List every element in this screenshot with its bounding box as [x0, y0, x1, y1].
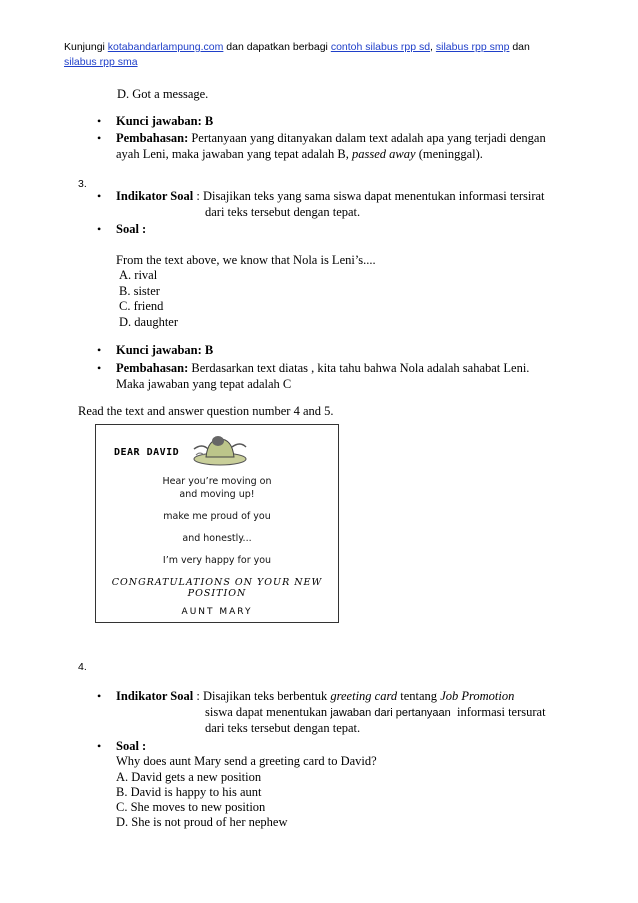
bullet: • [97, 189, 102, 203]
q4-indicator-text1a: : Disajikan teks berbentuk [196, 689, 328, 703]
reading-instruction: Read the text and answer question number 4 and 5. [78, 404, 334, 418]
q2-expl-text1: Pertanyaan yang ditanyakan dalam text adalah apa yang terjadi dengan [191, 131, 546, 145]
q4-indicator-line1 [116, 689, 514, 704]
q4-indicator-line3: dari teks tersebut dengan tepat. [205, 721, 361, 735]
q4-indicator-text2a: siswa dapat menentukan [205, 705, 328, 719]
q3-key: Kunci jawaban: B [116, 343, 214, 357]
q4-number: 4. [78, 661, 87, 673]
q2-expl-text2a: ayah Leni, maka jawaban yang tepat adalah B, [116, 147, 349, 161]
card-signature: AUNT MARY [181, 607, 253, 617]
card-line-3: make me proud of you [163, 511, 271, 522]
q3-option-c: C. friend [119, 299, 164, 313]
header-comma: , [430, 41, 433, 53]
page-header-line1 [64, 40, 530, 54]
hat-clipart-icon [188, 429, 252, 469]
q4-indicator-italic1: greeting card [330, 689, 398, 703]
bullet: • [97, 689, 102, 703]
link-silabus-sd[interactable]: contoh silabus rpp sd [330, 41, 431, 53]
q2-expl-label: Pembahasan: [116, 131, 189, 145]
q3-expl-label: Pembahasan: [116, 361, 189, 375]
card-line-5: I’m very happy for you [162, 555, 272, 566]
card-line-2: and moving up! [179, 489, 255, 500]
card-line-4: and honestly... [182, 533, 252, 544]
q3-explanation-line2: Maka jawaban yang tepat adalah C [116, 377, 292, 391]
q3-number: 3. [78, 178, 87, 190]
bullet: • [97, 739, 102, 753]
card-title: DEAR DAVID [114, 447, 180, 458]
header-prefix: Kunjungi [64, 41, 105, 53]
page-header-line2 [64, 55, 138, 69]
q2-explanation-line1 [116, 131, 546, 146]
bullet: • [97, 361, 102, 375]
q2-option-d: D. Got a message. [117, 87, 209, 101]
bullet: • [97, 222, 102, 236]
q2-key: Kunci jawaban: B [116, 114, 214, 128]
q4-indicator-text2b: informasi tersurat [457, 705, 546, 719]
header-and: dan [512, 41, 530, 53]
q4-option-b: B. David is happy to his aunt [116, 785, 262, 799]
q3-question: From the text above, we know that Nola is Leni’s.... [116, 253, 376, 267]
q4-indicator-line2 [205, 705, 546, 721]
card-congratulations: CONGRATULATIONS ON YOUR NEW POSITION [111, 577, 323, 599]
bullet: • [97, 131, 102, 145]
bullet: • [97, 114, 102, 128]
greeting-card [95, 424, 339, 623]
q4-indicator-text1b: tentang [400, 689, 438, 703]
card-line-1: Hear you’re moving on [162, 476, 272, 487]
header-mid: dan dapatkan berbagi [226, 41, 328, 53]
link-silabus-sma[interactable]: silabus rpp sma [64, 56, 138, 68]
q4-indicator-label: Indikator Soal [116, 689, 194, 703]
q4-indicator-text2-small: jawaban dari pertanyaan [330, 707, 451, 719]
q3-option-b: B. sister [119, 284, 160, 298]
q4-option-a: A. David gets a new position [116, 770, 262, 784]
q3-explanation-line1 [116, 361, 529, 376]
q4-question: Why does aunt Mary send a greeting card to David? [116, 754, 377, 768]
q3-indicator-line2: dari teks tersebut dengan tepat. [205, 205, 361, 219]
q3-expl-text1: Berdasarkan text diatas , kita tahu bahwa Nola adalah sahabat Leni. [191, 361, 530, 375]
q4-option-d: D. She is not proud of her nephew [116, 815, 288, 829]
q3-option-d: D. daughter [119, 315, 179, 329]
q3-indicator-label: Indikator Soal [116, 189, 194, 203]
q3-indicator-line1 [116, 189, 545, 204]
q3-option-a: A. rival [119, 268, 158, 282]
q4-soal-label: Soal : [116, 739, 147, 753]
link-silabus-smp[interactable]: silabus rpp smp [435, 41, 510, 53]
q2-expl-text2b: (meninggal). [418, 147, 483, 161]
q3-soal-label: Soal : [116, 222, 147, 236]
bullet: • [97, 343, 102, 357]
q4-indicator-italic2: Job Promotion [440, 689, 515, 703]
q2-explanation-line2 [116, 147, 483, 162]
q2-expl-italic: passed away [352, 147, 416, 161]
q3-indicator-text1: : Disajikan teks yang sama siswa dapat menentukan informasi tersirat [196, 189, 545, 203]
link-kotabandarlampung[interactable]: kotabandarlampung.com [107, 41, 224, 53]
q4-option-c: C. She moves to new position [116, 800, 266, 814]
